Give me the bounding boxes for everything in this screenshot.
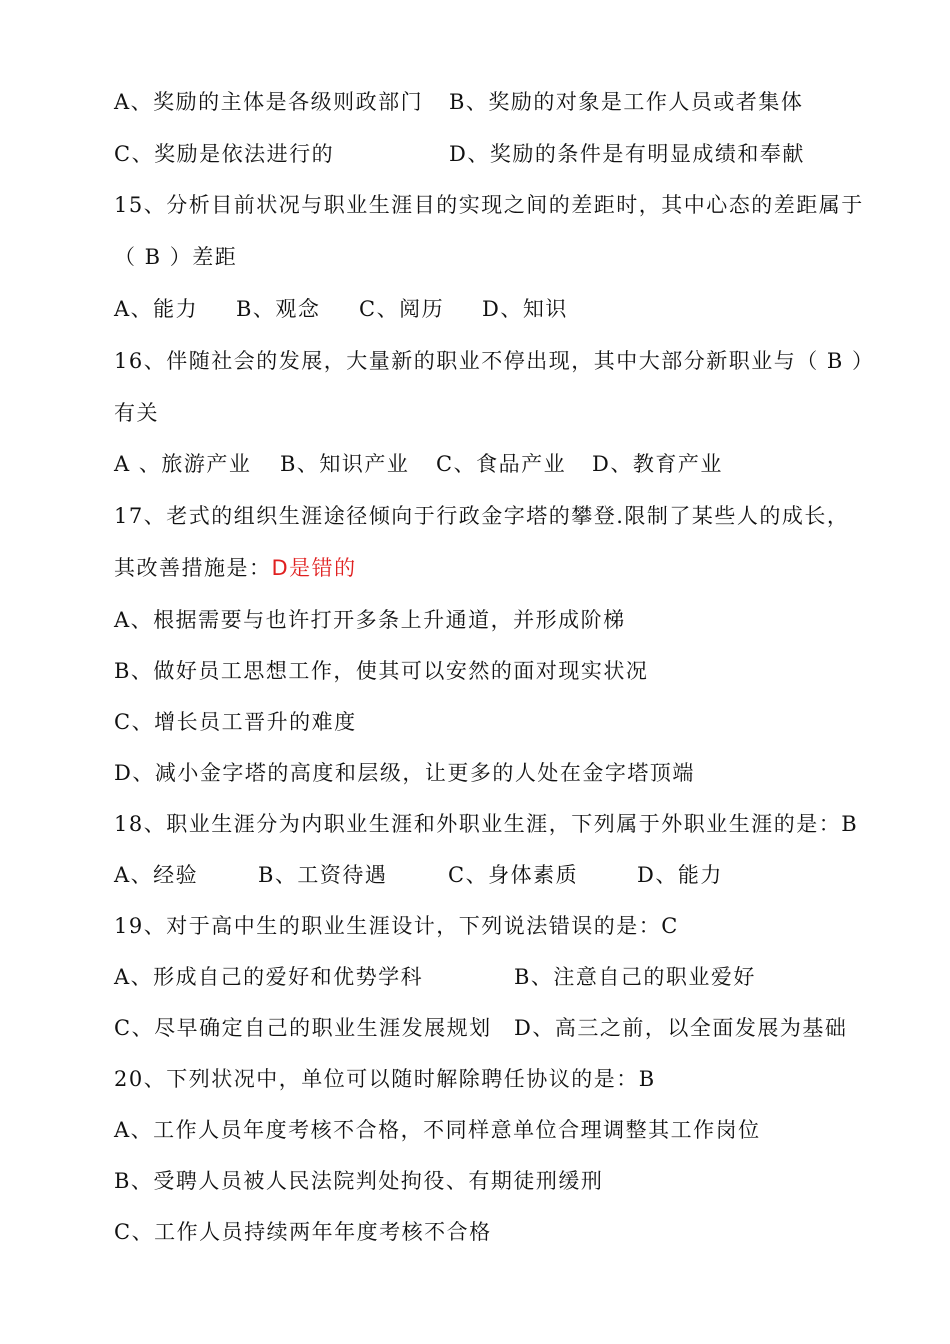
question-15-continued: （ B ）差距 (114, 245, 238, 269)
option-a: A、根据需要与也许打开多条上升通道，并形成阶梯 (114, 608, 626, 632)
option-c: C、身体素质 (448, 863, 579, 887)
option-c: C、增长员工晋升的难度 (114, 710, 357, 734)
question-17-prompt: 其改善措施是： (114, 556, 272, 580)
option-c: C、工作人员持续两年年度考核不合格 (114, 1220, 492, 1244)
question-19: 19、对于高中生的职业生涯设计，下列说法错误的是：C (114, 914, 679, 938)
question-18: 18、职业生涯分为内职业生涯和外职业生涯，下列属于外职业生涯的是：B (114, 812, 859, 836)
option-a: A 、旅游产业 (114, 452, 252, 476)
option-b: B、奖励的对象是工作人员或者集体 (449, 90, 804, 114)
option-d: D、奖励的条件是有明显成绩和奉献 (449, 142, 805, 166)
answer-note: D是错的 (271, 556, 357, 580)
option-b: B、做好员工思想工作，使其可以安然的面对现实状况 (114, 659, 649, 683)
option-a: A、工作人员年度考核不合格，不同样意单位合理调整其工作岗位 (114, 1118, 761, 1142)
question-16: 16、伴随社会的发展，大量新的职业不停出现，其中大部分新职业与（ B ） (114, 349, 875, 373)
option-d: D、教育产业 (592, 452, 723, 476)
question-17: 17、老式的组织生涯途径倾向于行政金字塔的攀登.限制了某些人的成长， (114, 504, 850, 528)
question-20: 20、下列状况中，单位可以随时解除聘任协议的是：B (114, 1067, 656, 1091)
option-b: B、注意自己的职业爱好 (514, 965, 756, 989)
option-b: B、观念 (236, 297, 321, 321)
option-a: A、形成自己的爱好和优势学科 (114, 965, 424, 989)
option-d: D、减小金字塔的高度和层级，让更多的人处在金字塔顶端 (114, 761, 695, 785)
option-d: D、能力 (637, 863, 723, 887)
option-b: B、工资待遇 (258, 863, 388, 887)
question-15: 15、分析目前状况与职业生涯目的实现之间的差距时，其中心态的差距属于 (114, 193, 864, 217)
option-c: C、奖励是依法进行的 (114, 142, 335, 166)
option-d: D、知识 (482, 297, 568, 321)
option-d: D、高三之前，以全面发展为基础 (514, 1016, 848, 1040)
question-17-continued (114, 554, 357, 582)
option-b: B、知识产业 (280, 452, 410, 476)
option-c: C、阅历 (359, 297, 445, 321)
option-b: B、受聘人员被人民法院判处拘役、有期徒刑缓刑 (114, 1169, 604, 1193)
question-16-continued: 有关 (114, 401, 159, 425)
option-c: C、尽早确定自己的职业生涯发展规划 (114, 1016, 492, 1040)
option-a: A、能力 (114, 297, 199, 321)
option-c: C、食品产业 (436, 452, 567, 476)
option-a: A、奖励的主体是各级则政部门 (114, 90, 424, 114)
option-a: A、经验 (114, 863, 199, 887)
